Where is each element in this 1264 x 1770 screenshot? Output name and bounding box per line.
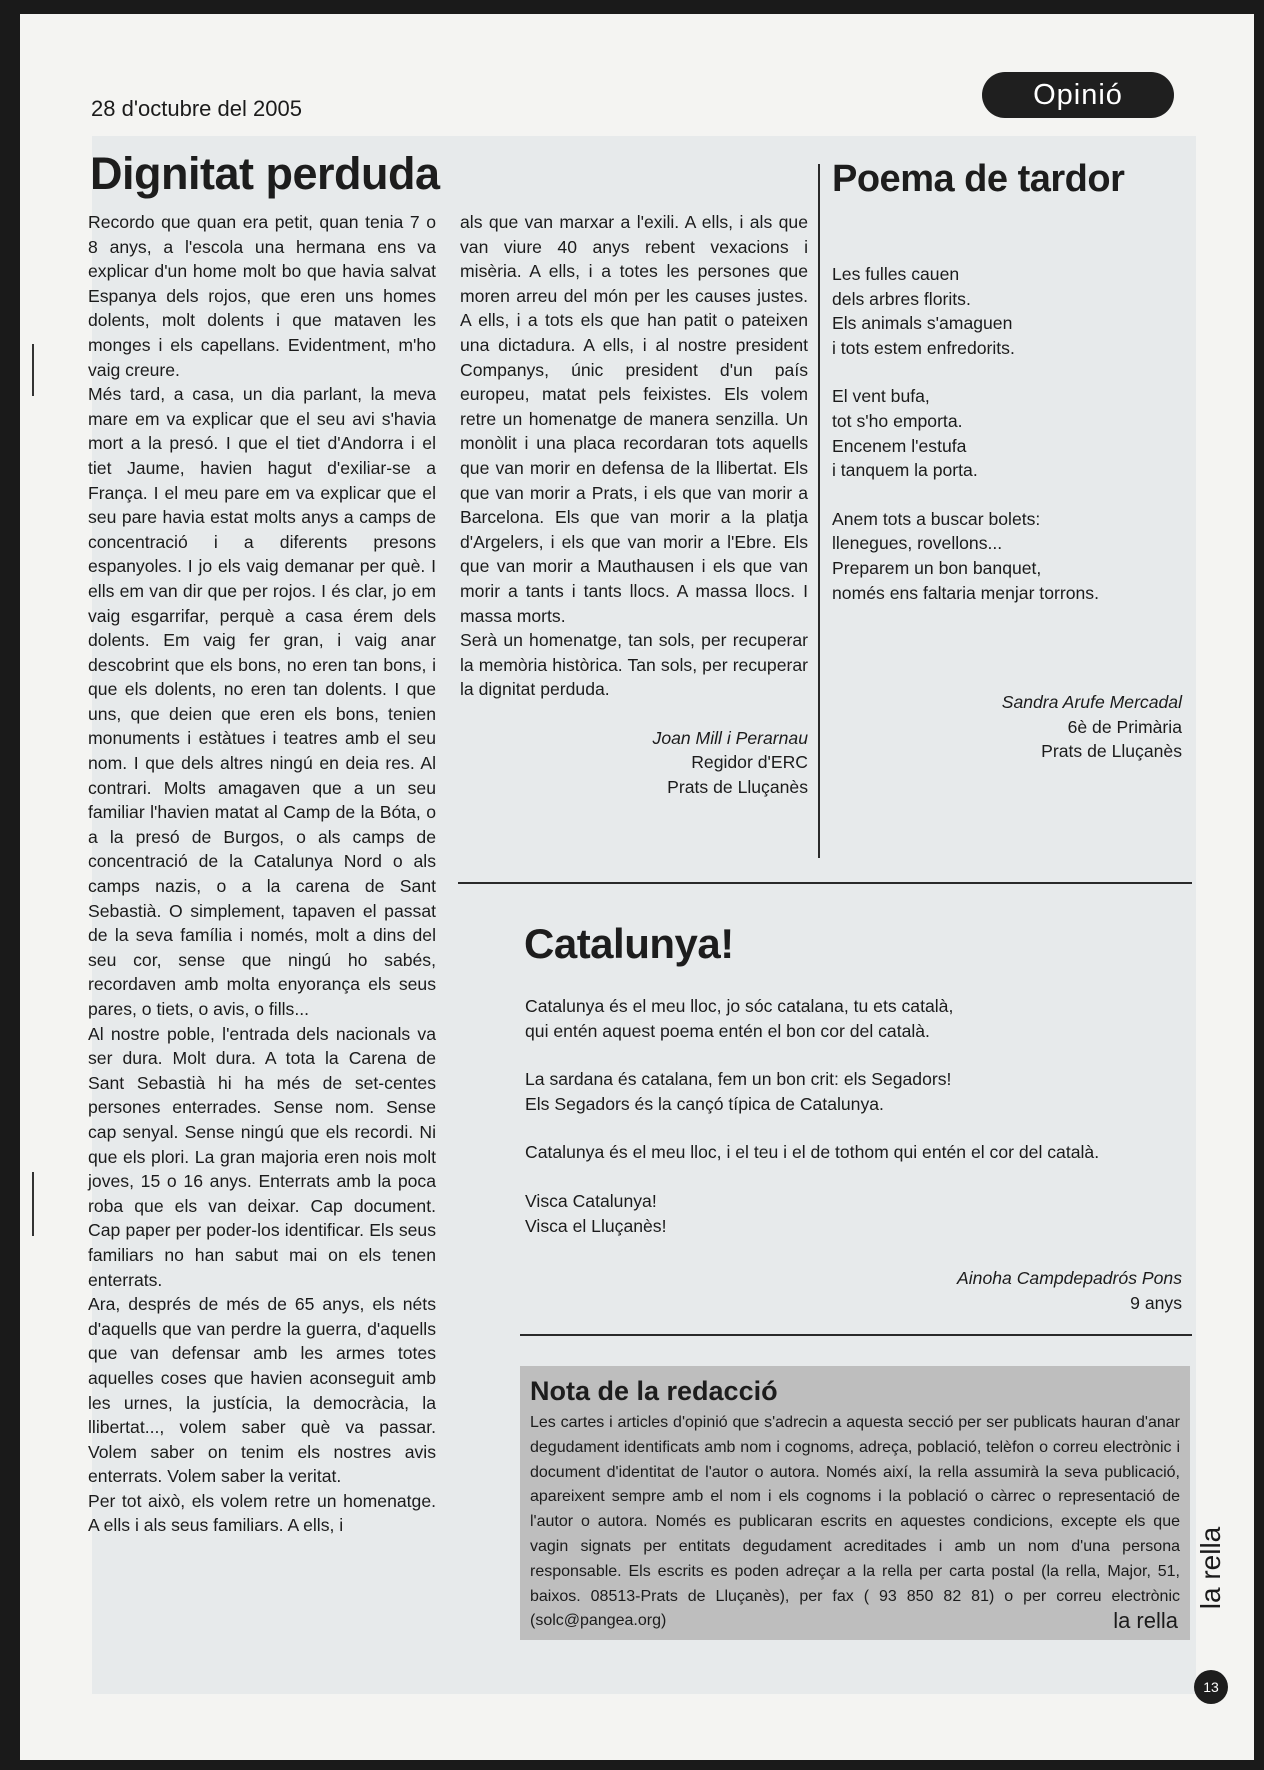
binding-mark [32,344,34,396]
text-line: La sardana és catalana, fem un bon crit: els Segadors! [525,1069,952,1090]
catalunya-paragraph [525,994,1185,1043]
section-divider [458,882,1192,884]
text-line: Catalunya és el meu lloc, jo sóc catalana, tu ets català, [525,996,954,1016]
text-line: Catalunya és el meu lloc, i el teu i el de tothom qui entén el cor del català. [525,1142,1100,1163]
paragraph-text: Recordo que quan era petit, quan tenia 7 o 8 anys, a l'escola una hermana ens va explicar d'un home molt bo que havia salvat Espanya dels rojos, que eren uns homes dolents, molt dolents i que mataven les monges i els capellans. Evidentment, m'ho vaig creure. [88,212,436,380]
paragraph [460,628,808,702]
poem-stanza [832,262,1182,360]
author-name: Joan Mill i Perarnau [652,727,808,748]
side-brand-logo [1194,1504,1228,1634]
poem-line: dels arbres florits. [832,288,971,309]
author-role: 6è de Primària [1067,716,1182,737]
text-line: qui entén aquest poema entén el bon cor del català. [525,1020,930,1041]
catalunya-body [525,994,1185,1262]
paragraph [88,382,436,1021]
catalunya-paragraph [525,1067,1185,1116]
poem-stanza [832,384,1182,482]
poem-line: Preparem un bon banquet, [832,557,1042,578]
issue-date: 28 d'octubre del 2005 [91,96,302,121]
note-brand-logo: la rella [1113,1608,1178,1633]
article1-column-2 [460,210,808,800]
section-divider [520,1334,1192,1336]
poem-line: Anem tots a buscar bolets: [832,508,1041,529]
note-title: Nota de la redacció [530,1376,778,1406]
author-name: Sandra Arufe Mercadal [1001,692,1182,712]
article1-column-1 [88,210,436,1538]
poem-line: llenegues, rovellons... [832,533,1003,554]
author-role: Regidor d'ERC [691,752,808,773]
paragraph [88,1022,436,1293]
article1-signature [460,726,808,800]
text-line: Visca Catalunya! [525,1190,657,1211]
author-age: 9 anys [1130,1292,1182,1313]
paragraph-text: als que van marxar a l'exili. A ells, i als que van viure 40 anys rebent vexacions i misèria. A ells, i a totes les persones que moren arreu del món per les causes justes. A ells, i a tots els que han patit o pateixen una dictadura. A ells, i al nostre president Companys, únic president d'un país europeu, matat pels feixistes. Els volem retre un homenatge de manera senzilla. Un monòlit i una placa recordaran tots aquells que van morir en defensa de la llibertat. Els que van morir a Prats, i els que van morir a Barcelona. Els que van morir a la platja d'Argelers, i els que van morir a l'Ebre. Els que van morir a Mauthausen i els que van morir a tants i tants llocs. A massa llocs. I massa morts. [460,212,808,626]
catalunya-paragraph [525,1140,1185,1165]
author-name: Ainoha Campdepadrós Pons [957,1268,1182,1288]
editorial-note-box [520,1366,1190,1640]
section-badge: Opinió [982,72,1174,118]
side-brand-text: la rella [1195,1526,1226,1610]
article-title-dignitat: Dignitat perduda [90,148,440,199]
paragraph-text: Serà un homenatge, tan sols, per recuperar la memòria històrica. Tan sols, per recuperar la dignitat perduda. [460,630,808,700]
poem-stanza [832,507,1182,605]
paragraph-text: Per tot això, els volem retre un homenatge. A ells i als seus familiars. A ells, i [88,1490,436,1536]
author-place: Prats de Lluçanès [667,777,808,798]
poem-line: tot s'ho emporta. [832,410,963,431]
article2-signature [832,690,1182,764]
magazine-page [20,14,1254,1760]
text-line: Els Segadors és la cançó típica de Catalunya. [525,1093,884,1114]
paragraph-text: Més tard, a casa, un dia parlant, la meva mare em va explicar que el seu avi s'havia mort a la presó. I que el tiet d'Andorra i el tiet Jaume, havien hagut d'exiliar-se a França. I el meu pare em va explicar que el seu pare havia estat molts anys a camps de concentració i a diferents presons espanyoles. I jo els vaig demanar per què. I ells em van dir que per rojos. I és clar, jo em vaig esgarrifar, perquè a casa érem dels dolents. Em vaig fer gran, i vaig anar descobrint que els bons, no eren tan bons, i que els dolents, no eren tan dolents. I que uns, que deien que eren els bons, tenien monuments i estàtues i teatres amb el seu nom. I que dels altres ningú en deia res. Al contrari. Molts amagaven que a un seu familiar l'havien matat al Camp de la Bóta, o a la presó de Burgos, o als camps de concentració de la Catalunya Nord o als camps nazis, o a la carena de Sant Sebastià. O simplement, tapaven el passat de la seva família i només, molt a dins del seu cor, sense que ningú ho sabés, recordaven amb molta enyorança els seus pares, o tiets, o avis, o fills... [88,384,436,1019]
poem-line: i tots estem enfredorits. [832,337,1015,358]
binding-mark [32,1172,34,1236]
paragraph [88,210,436,382]
poem-line: Les fulles cauen [832,264,960,284]
paragraph [88,1489,436,1538]
catalunya-paragraph [525,1189,1185,1238]
poem-line: i tanquem la porta. [832,460,978,481]
article-title-poema: Poema de tardor [832,158,1125,200]
poem-line: Encenem l'estufa [832,435,967,456]
article-title-catalunya: Catalunya! [524,920,734,967]
paragraph [88,1292,436,1489]
paragraph-text: Al nostre poble, l'entrada dels nacionals va ser dura. Molt dura. A tota la Carena de Sant Sebastià hi ha més de set-centes persones enterrades. Sense nom. Sense cap senyal. Sense ningú que els recordi. Ni que els plori. La gran majoria eren nois molt joves, 15 o 16 anys. Enterrats amb la poca roba que els van deixar. Cap document. Cap paper per poder-los identificar. Els seus familiars no han sabut mai on els tenen enterrats. [88,1023,436,1290]
note-body: Les cartes i articles d'opinió que s'adrecin a aquesta secció per ser publicats hauran d'anar degudament identificats amb nom i cognoms, adreça, població, telèfon o correu electrònic i document d'identitat de l'autor o autora. Només així, la rella assumirà la seva publicació, apareixent sempre amb el nom i els cognoms i la població o càrrec o representació de l'autor o autora. Només es publicaran escrits en aquestes condicions, excepte els que vagin signats per entitats degudament acreditades i amb un nom d'una persona responsable. Els escrits es poden adreçar a la rella per carta postal (la rella, Major, 51, baixos. 08513-Prats de Lluçanès), per fax ( 93 850 82 81) o per correu electrònic (solc@pangea.org) [530,1414,1180,1630]
page-number-badge: 13 [1194,1670,1228,1704]
column-divider [818,164,820,858]
text-line: Visca el Lluçanès! [525,1215,667,1236]
poem-line: només ens faltaria menjar torrons. [832,582,1099,603]
poem-body [832,262,1182,629]
article3-signature [832,1266,1182,1315]
paragraph-text: Ara, després de més de 65 anys, els néts d'aquells que van perdre la guerra, d'aquells que van defensar amb les armes totes aquelles coses que havien aconseguit amb les urnes, la justícia, la democràcia, la llibertat..., volem saber què va passar. Volem saber on tenim els nostres avis enterrats. Volem saber la veritat. [88,1294,436,1487]
author-place: Prats de Lluçanès [1041,741,1182,762]
paragraph [460,210,808,628]
poem-line: El vent bufa, [832,386,930,407]
poem-line: Els animals s'amaguen [832,313,1013,334]
